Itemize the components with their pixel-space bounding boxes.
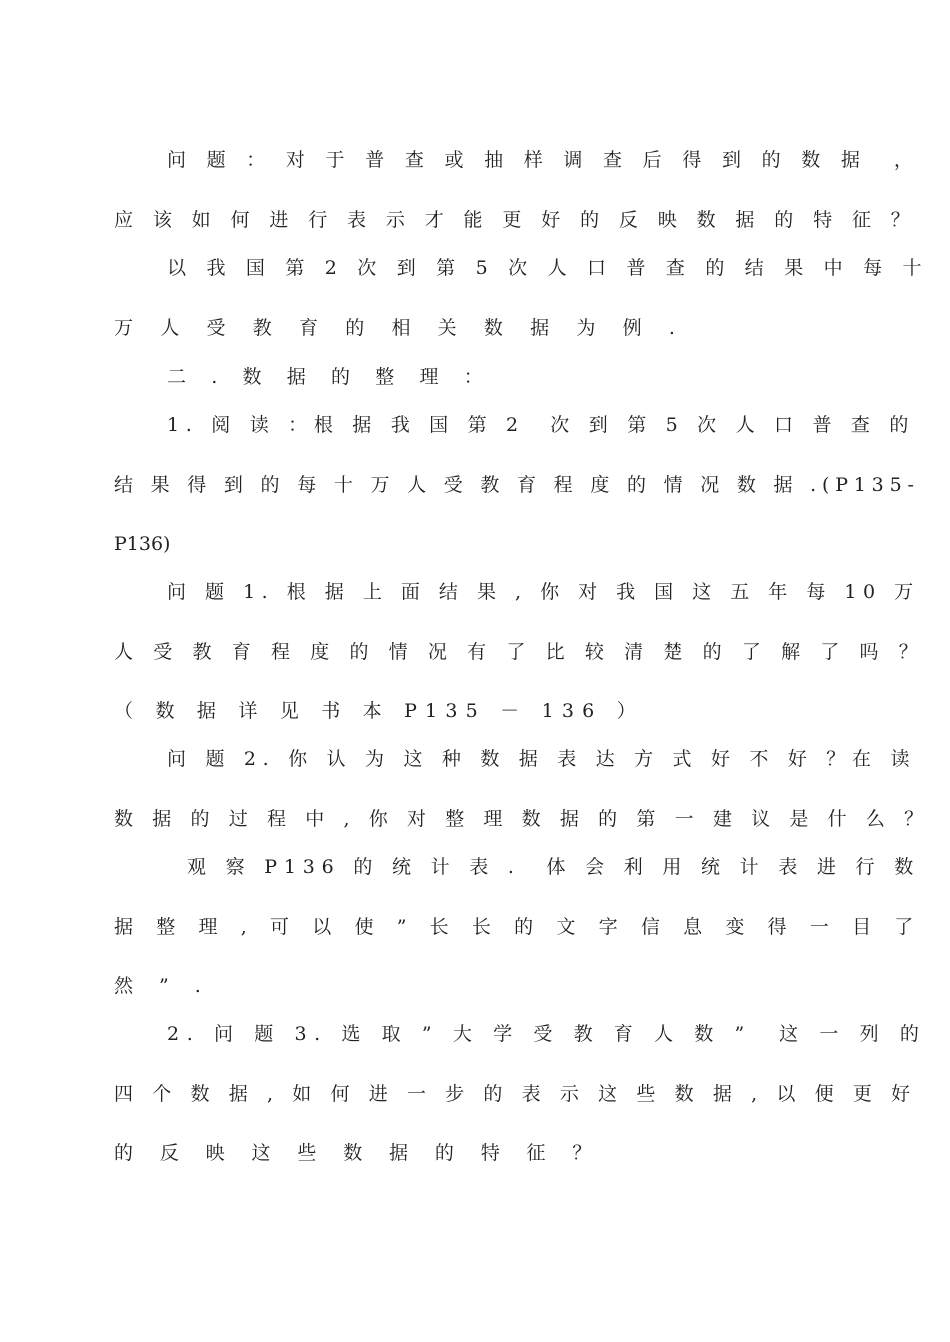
section-heading: 二 . 数 据 的 整 理 ：	[167, 366, 493, 388]
text-line: 人 受 教 育 程 度 的 情 况 有 了 比 较 清 楚 的 了 解 了 吗 ？	[114, 641, 925, 663]
text-line: 问 题 2. 你 认 为 这 种 数 据 表 达 方 式 好 不 好 ？在 读	[167, 748, 917, 770]
text-line: 2. 问 题 3. 选 取 ” 大 学 受 教 育 人 数 ” 这 一 列 的	[167, 1023, 927, 1045]
text-line: 1. 阅 读 ：根 据 我 国 第 2 次 到 第 5 次 人 口 普 查 的	[167, 414, 916, 436]
text-line: 数 据 的 过 程 中 , 你 对 整 理 数 据 的 第 一 建 议 是 什 么 ？	[114, 808, 930, 830]
text-line: 据 整 理 , 可 以 使 ” 长 长 的 文 字 信 息 变 得 一 目 了	[114, 916, 922, 938]
text-line: 以 我 国 第 2 次 到 第 5 次 人 口 普 查 的 结 果 中 每 十	[167, 257, 929, 279]
text-line: 然 ” .	[114, 975, 211, 997]
text-line: 问 题 1. 根 据 上 面 结 果 , 你 对 我 国 这 五 年 每 10 万	[167, 581, 920, 603]
text-line: 结 果 得 到 的 每 十 万 人 受 教 育 程 度 的 情 况 数 据 .(P135-	[114, 474, 920, 496]
text-line: 四 个 数 据 , 如 何 进 一 步 的 表 示 这 些 数 据 , 以 便 更 好	[114, 1083, 917, 1105]
text-line: （ 数 据 详 见 书 本 P135 － 136 ）	[114, 700, 644, 722]
text-line: 问 题 ： 对 于 普 查 或 抽 样 调 查 后 得 到 的 数 据 ，	[167, 149, 921, 171]
text-line: 应 该 如 何 进 行 表 示 才 能 更 好 的 反 映 数 据 的 特 征 ？	[114, 209, 917, 231]
text-line: 的 反 映 这 些 数 据 的 特 征 ？	[114, 1142, 602, 1164]
text-line: P136)	[114, 533, 171, 555]
text-line: 万 人 受 教 育 的 相 关 数 据 为 例 .	[114, 317, 686, 339]
text-line: 观 察 P136 的 统 计 表 . 体 会 利 用 统 计 表 进 行 数	[187, 856, 921, 878]
